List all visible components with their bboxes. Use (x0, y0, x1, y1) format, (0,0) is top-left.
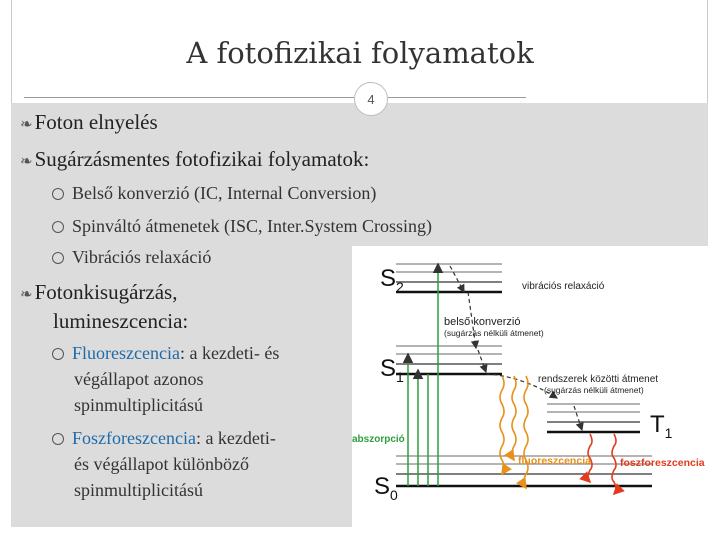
page-number-badge: 4 (354, 82, 388, 116)
label-rendszerek-kozotti-sub: (sugárzás nélküli átmenet) (544, 385, 644, 395)
bullet-lumineszcencia: lumineszcencia: (53, 309, 189, 333)
bullet-fotonkisugarzas (20, 280, 177, 305)
label-fluoreszcencia: fluoreszcencia (518, 455, 591, 467)
subbullet-fluoreszcencia (52, 343, 279, 364)
subbullet-text: : a kezdeti- és (179, 343, 280, 363)
bullet-icon: ❧ (20, 287, 33, 303)
subbullet-isc (52, 216, 432, 237)
subbullet-text: Belső konverzió (IC, Internal Conversion) (72, 183, 377, 203)
jablonski-diagram (352, 246, 720, 528)
bullet-text: Foton elnyelés (34, 110, 158, 134)
fluorescence-arrows (500, 376, 528, 488)
circle-bullet-icon (52, 433, 64, 445)
fluoreszcencia-term: Fluoreszcencia (72, 343, 180, 363)
subbullet-ic (52, 183, 376, 204)
s2-levels (396, 264, 502, 292)
bullet-text: Fotonkisugárzás, (34, 280, 178, 304)
circle-bullet-icon (52, 221, 64, 233)
subbullet-vibr (52, 247, 211, 268)
label-abszorpcio: abszorpció (352, 434, 405, 445)
foszforeszcencia-term: Foszforeszcencia (72, 428, 196, 448)
title-rule-left (24, 97, 354, 98)
jablonski-diagram-svg (352, 246, 720, 528)
fluor-line-2: végállapot azonos (74, 369, 204, 389)
circle-bullet-icon (52, 348, 64, 360)
label-foszforeszcencia: foszforeszcencia (620, 457, 705, 469)
fluor-line-3: spinmultiplicitású (74, 395, 203, 415)
s1-label: $S_1$ (380, 355, 404, 385)
label-rendszerek-kozotti: rendszerek közötti átmenet (538, 374, 659, 385)
circle-bullet-icon (52, 252, 64, 264)
s2-label: $S_2$ (380, 265, 404, 295)
bullet-icon: ❧ (20, 154, 33, 170)
bullet-sugarzasmentes (20, 147, 369, 172)
bullet-text: Sugárzásmentes fotofizikai folyamatok: (34, 147, 370, 171)
t1-label: $T_1$ (650, 411, 673, 441)
circle-bullet-icon (52, 188, 64, 200)
foszf-line-3: spinmultiplicitású (74, 480, 203, 500)
s0-label: $S_0$ (374, 473, 398, 503)
t1-levels (547, 404, 640, 432)
label-belso-konverzio: belső konverzió (444, 316, 521, 328)
bullet-icon: ❧ (20, 117, 33, 133)
slide-title: A fotofizikai folyamatok (186, 36, 534, 70)
label-belso-konverzio-sub: (sugárzás nélküli átmenet) (444, 328, 544, 338)
subbullet-text: Vibrációs relaxáció (72, 247, 212, 267)
bullet-foton-elnyeles (20, 110, 158, 135)
label-vibracios-relaxacio: vibrációs relaxáció (522, 281, 605, 292)
subbullet-text: : a kezdeti- (195, 428, 276, 448)
subbullet-text: Spinváltó átmenetek (ISC, Inter.System Crossing) (72, 216, 432, 236)
subbullet-foszforeszcencia (52, 428, 276, 449)
title-rule-right (388, 97, 526, 98)
foszf-line-2: és végállapot különböző (74, 454, 249, 474)
s1-levels (396, 346, 502, 374)
